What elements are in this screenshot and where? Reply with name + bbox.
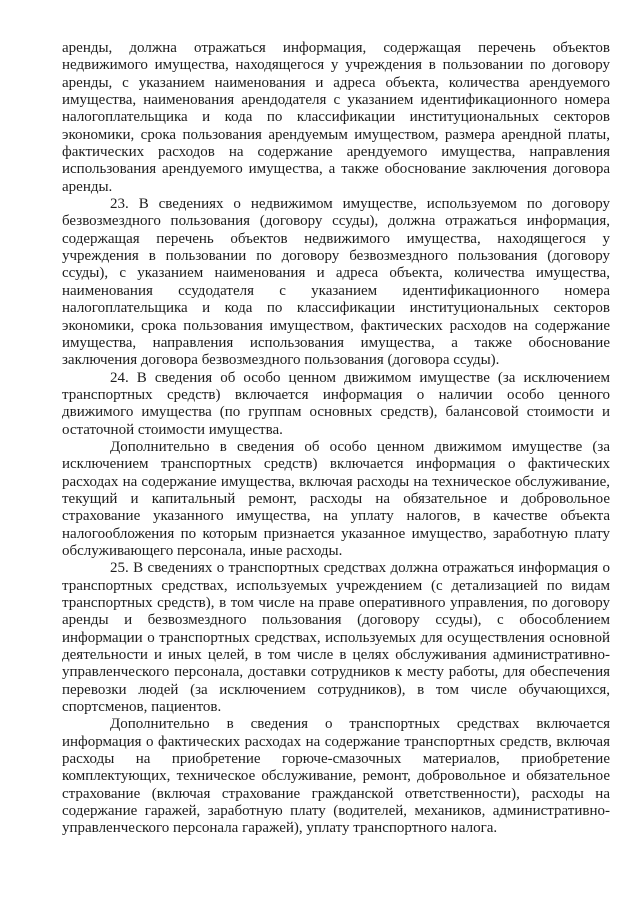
paragraph-item-23: 23. В сведениях о недвижимом имуществе, используемом по договору безвозмездного пользования (договору ссуды), должна отражаться информация, содержащая перечень объектов недвижимого имущества, находящегося у учреждения в пользовании по договору безвозмездного пользования (договору ссуды), с указанием наименования и адреса объекта, количества имущества, наименования ссудодателя с указанием идентификационного номера налогоплательщика и кода по классификации институциональных секторов экономики, срока пользования имуществом, фактических расходов на содержание имущества, направления использования имущества, а также обоснование заключения договора безвозмездного пользования (договора ссуды).	[62, 196, 610, 369]
document-page	[62, 40, 610, 838]
paragraph-continuation-lease: аренды, должна отражаться информация, содержащая перечень объектов недвижимого имущества, находящегося у учреждения в пользовании по договору аренды, с указанием наименования и адреса объекта, количества арендуемого имущества, наименования арендодателя с указанием идентификационного номера налогоплательщика и кода по классификации институциональных секторов экономики, срока пользования арендуемым имуществом, размера арендной платы, фактических расходов на содержание арендуемого имущества, направления использования арендуемого имущества, а также обоснование заключения договора аренды.	[62, 40, 610, 195]
paragraph-item-24-additional: Дополнительно в сведения об особо ценном движимом имуществе (за исключением транспортных средств) включается информация о фактических расходах на содержание имущества, включая расходы на техническое обслуживание, текущий и капитальный ремонт, расходы на обязательное и добровольное страхование указанного имущества, на уплату налогов, в качестве объекта налогообложения по которым признается указанное имущество, заработную плату обслуживающего персонала, иные расходы.	[62, 438, 610, 559]
paragraph-item-25-additional: Дополнительно в сведения о транспортных средствах включается информация о фактических расходах на содержание транспортных средств, включая расходы на приобретение горюче-смазочных материалов, приобретение комплектующих, техническое обслуживание, ремонт, добровольное и обязательное страхование (включая страхование гражданской ответственности), расходы на содержание гаражей, заработную плату (водителей, механиков, административно-управленческого персонала гаражей), уплату транспортного налога.	[62, 716, 610, 837]
paragraph-item-24: 24. В сведения об особо ценном движимом имуществе (за исключением транспортных средств) включается информация о наличии особо ценного движимого имущества (по группам основных средств), балансовой стоимости и остаточной стоимости имущества.	[62, 369, 610, 438]
paragraph-item-25: 25. В сведениях о транспортных средствах должна отражаться информация о транспортных средствах, используемых учреждением (с детализацией по видам транспортных средств), в том числе на праве оперативного управления, по договору аренды и безвозмездного пользования (договору ссуды), с обособлением информации о транспортных средствах, используемых для осуществления основной деятельности и иных целей, в том числе в целях обслуживания административно-управленческого персонала, доставки сотрудников к месту работы, для обеспечения перевозки людей (за исключением сотрудников), в том числе обучающихся, спортсменов, пациентов.	[62, 560, 610, 716]
